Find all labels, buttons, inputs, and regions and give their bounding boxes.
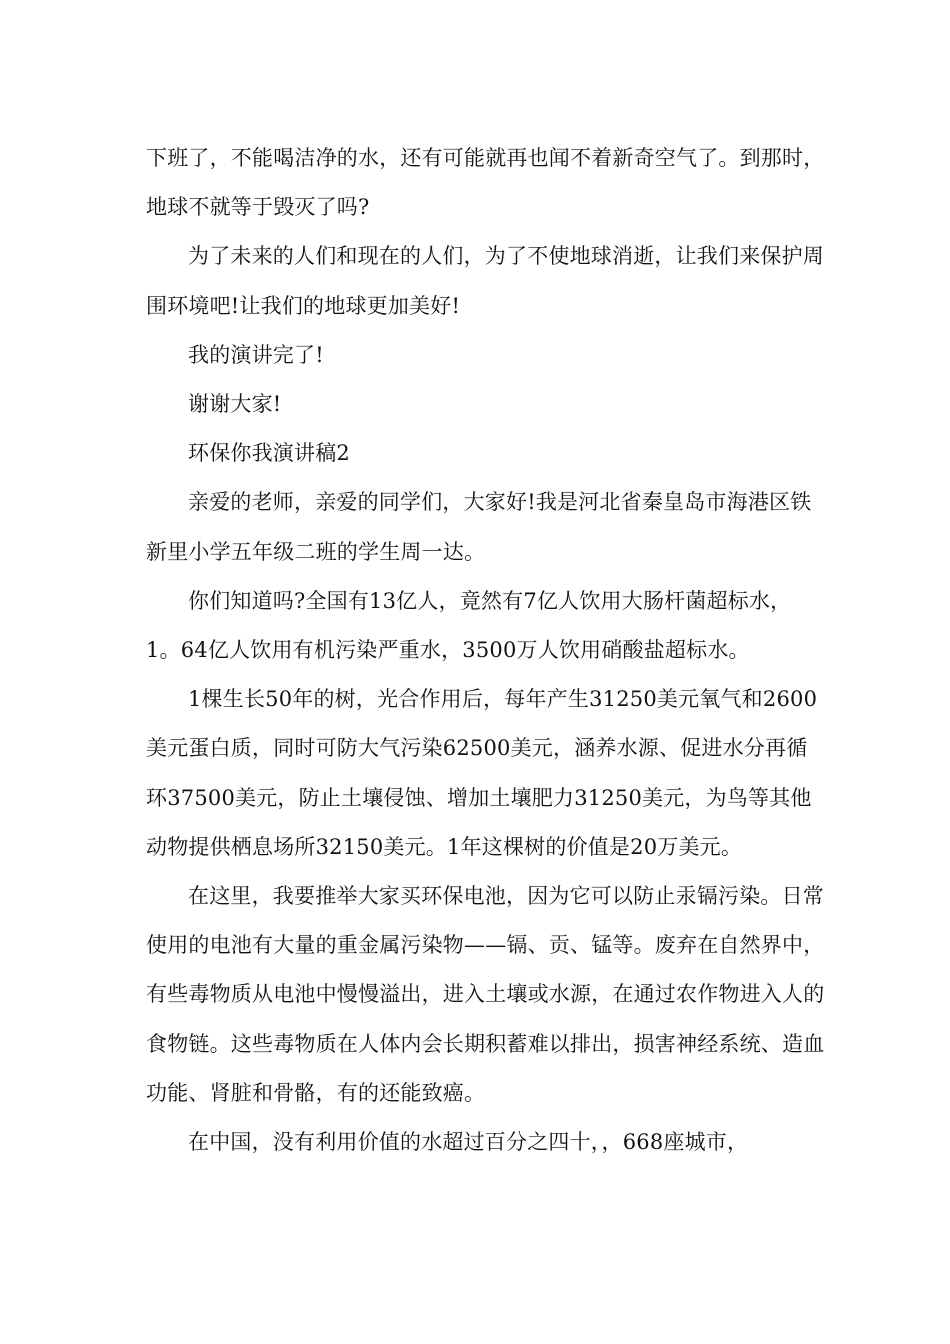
paragraph-tree-value: 1棵生长50年的树，光合作用后，每年产生31250美元氧气和2600美元蛋白质，同时可防大气污染62500美元，涵养水源、促进水分再循环37500美元，防止土壤侵蚀、增加土壤肥力31250美元，为鸟等其他动物提供栖息场所32150美元。1年这棵树的价值是20万美元。 xyxy=(146,687,818,859)
paragraph-china-water: 在中国，没有利用价值的水超过百分之四十，，668座城市， xyxy=(188,1130,749,1155)
section-title: 环保你我演讲稿2 xyxy=(188,441,350,466)
paragraph-speech-finished: 我的演讲完了! xyxy=(188,342,324,367)
paragraph-continuation: 下班了，不能喝洁净的水，还有可能就再也闻不着新奇空气了。到那时，地球不就等于毁灭了吗? xyxy=(146,146,825,220)
paragraph-protect-environment: 为了未来的人们和现在的人们，为了不使地球消逝，让我们来保护周围环境吧!让我们的地球更加美好! xyxy=(146,244,824,318)
paragraph-thanks: 谢谢大家! xyxy=(188,392,282,417)
paragraph-water-statistics: 你们知道吗?全国有13亿人，竟然有7亿人饮用大肠杆菌超标水，1。64亿人饮用有机污染严重水，3500万人饮用硝酸盐超标水。 xyxy=(146,588,792,663)
document-body xyxy=(146,134,826,1167)
paragraph-battery-pollution: 在这里，我要推举大家买环保电池，因为它可以防止汞镉污染。日常使用的电池有大量的重金属污染物——镉、贡、锰等。废弃在自然界中，有些毒物质从电池中慢慢溢出，进入土壤或水源，在通过农作物进入人的食物链。这些毒物质在人体内会长期积蓄难以排出，损害神经系统、造血功能、肾脏和骨骼，有的还能致癌。 xyxy=(146,884,825,1105)
paragraph-greeting: 亲爱的老师，亲爱的同学们，大家好!我是河北省秦皇岛市海港区铁新里小学五年级二班的学生周一达。 xyxy=(146,490,812,564)
